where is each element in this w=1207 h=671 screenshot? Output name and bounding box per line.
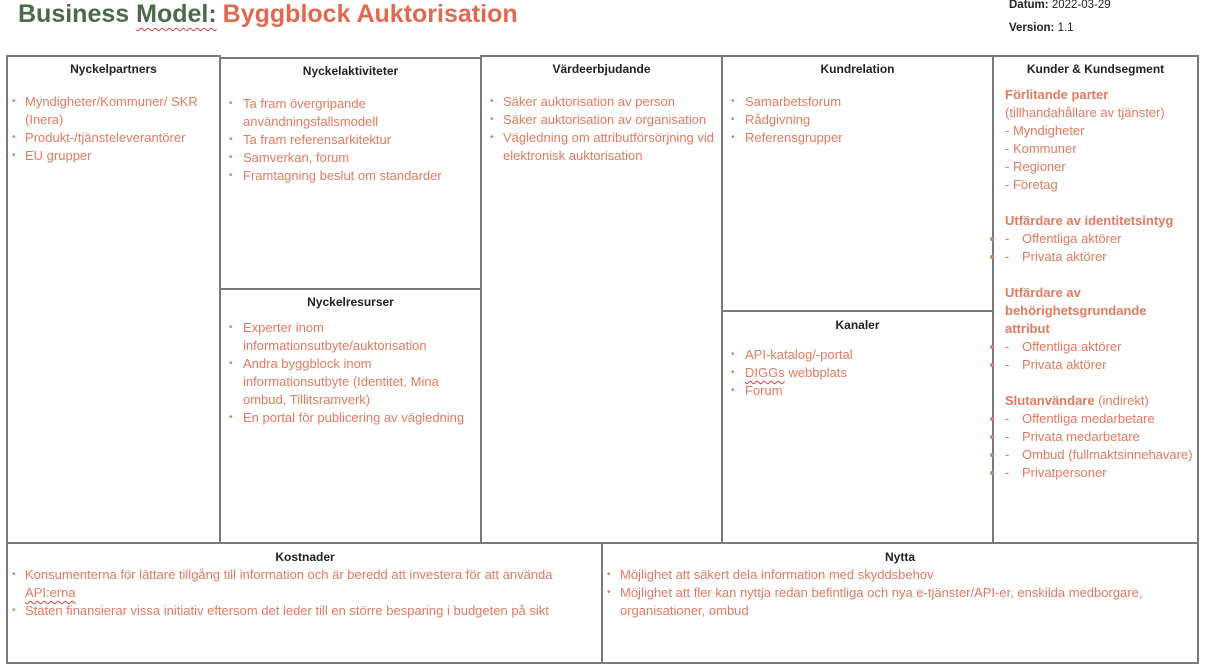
list-item	[8, 566, 598, 602]
list-item: • Vägledning om attributförsörjning vid elektronisk auktorisation	[486, 129, 717, 165]
resources-list	[221, 319, 480, 427]
costs-list	[8, 566, 602, 620]
list-item: • Framtagning beslut om standarder	[221, 167, 476, 185]
value-box	[480, 55, 723, 544]
list-item: • Samverkan, forum	[221, 149, 476, 167]
list-item: - • Offentliga medarbetare	[1005, 410, 1193, 428]
list-item: - • Offentliga aktörer	[1005, 338, 1193, 356]
channels-box	[721, 310, 994, 544]
benefit-title: Nytta	[884, 550, 915, 564]
benefit-list	[603, 566, 1197, 620]
list-item: - Företag	[1005, 176, 1193, 194]
segment-heading: Utfärdare av identitetsintyg	[1005, 213, 1174, 228]
value-title: Värdeerbjudande	[552, 62, 651, 76]
channels-title: Kanaler	[835, 318, 880, 332]
segment-subheading: (indirekt)	[1098, 393, 1149, 408]
partners-list	[8, 93, 219, 165]
resources-title: Nyckelresurser	[307, 295, 394, 309]
diggs-word: DIGGs	[745, 365, 785, 380]
list-item: • Säker auktorisation av organisation	[486, 111, 717, 129]
segment-group-id-issuers	[1005, 212, 1193, 266]
list-item: • EU grupper	[8, 147, 215, 165]
resources-box	[219, 288, 482, 544]
relations-title: Kundrelation	[820, 62, 895, 76]
date-line	[1009, 0, 1111, 11]
list-item: - • Ombud (fullmaktsinnehavare)	[1005, 446, 1193, 464]
list-item: • En portal för publicering av vägledning	[221, 409, 476, 427]
channels-list	[723, 346, 992, 400]
costs-box	[6, 542, 604, 664]
title-model: Model:	[136, 0, 217, 28]
list-item: • API-katalog/-portal	[723, 346, 988, 364]
list-item: • Ta fram referensarkitektur	[221, 131, 476, 149]
partners-box	[6, 55, 221, 544]
list-item: • Rådgivning	[723, 111, 988, 129]
list-item: - • Privata aktörer	[1005, 356, 1193, 374]
segment-group-attribute-issuers	[1005, 284, 1193, 374]
list-item: • Säker auktorisation av person	[486, 93, 717, 111]
segments-content	[994, 76, 1197, 482]
list-item: • Forum	[723, 382, 988, 400]
list-item: • Referensgrupper	[723, 129, 988, 147]
list-item: • Samarbetsforum	[723, 93, 988, 111]
list-item: • Ta fram övergripande användningsfallsmodell	[221, 95, 476, 131]
partners-title: Nyckelpartners	[70, 62, 157, 76]
list-item: • Myndigheter/Kommuner/ SKR (Inera)	[8, 93, 215, 129]
version-line	[1009, 22, 1074, 34]
segments-box	[992, 55, 1199, 544]
date-value: 2022-03-29	[1051, 0, 1111, 11]
activities-list	[221, 95, 480, 185]
value-list	[482, 93, 721, 165]
list-item: - • Privata aktörer	[1005, 248, 1193, 266]
list-item: - • Offentliga aktörer	[1005, 230, 1193, 248]
page-title	[18, 0, 518, 29]
cost-item-1-api: API:erna	[25, 585, 76, 600]
cost-item-1-text: Konsumenterna för lättare tillgång till information och är beredd att investera för att använda	[25, 567, 553, 582]
activities-title: Nyckelaktiviteter	[302, 64, 399, 78]
list-item: • Möjlighet att säkert dela information med skyddsbehov	[603, 566, 1193, 584]
relations-box	[721, 55, 994, 312]
list-item	[723, 364, 988, 382]
list-item: • Andra byggblock inom informationsutbyte (Identitet, Mina ombud, Tillitsramverk)	[221, 355, 476, 409]
list-item: • Möjlighet att fler kan nyttja redan befintliga och nya e-tjänster/API-er, enskilda medborgare, organisationer, ombud	[603, 584, 1193, 620]
list-item: - • Privatpersoner	[1005, 464, 1193, 482]
list-item: - Myndigheter	[1005, 122, 1193, 140]
list-item: - Regioner	[1005, 158, 1193, 176]
list-item: - Kommuner	[1005, 140, 1193, 158]
list-item: - • Privata medarbetare	[1005, 428, 1193, 446]
version-value: 1.1	[1057, 22, 1074, 34]
relations-list	[723, 93, 992, 147]
segment-subheading: (tillhandahållare av tjänster)	[1005, 105, 1165, 120]
list-item: • Produkt-/tjänsteleverantörer	[8, 129, 215, 147]
benefit-box	[601, 542, 1199, 664]
title-name: Byggblock Auktorisation	[222, 0, 518, 28]
segment-heading: Utfärdare av behörighetsgrundande attribut	[1005, 285, 1147, 336]
list-item: • Experter inom informationsutbyte/auktorisation	[221, 319, 476, 355]
list-item: • Staten finansierar vissa initiativ eftersom det leder till en större besparing i budgeten på sikt	[8, 602, 598, 620]
version-label: Version:	[1009, 22, 1055, 34]
activities-box	[219, 57, 482, 290]
channel-webbplats: webbplats	[788, 365, 847, 380]
segment-group-end-users	[1005, 392, 1193, 482]
costs-title: Kostnader	[275, 550, 335, 564]
date-label: Datum:	[1009, 0, 1049, 11]
segment-group-relying-parties	[1005, 86, 1193, 194]
segment-heading: Förlitande parter	[1005, 87, 1109, 102]
segments-title: Kunder & Kundsegment	[1026, 62, 1165, 76]
title-prefix: Business	[18, 0, 130, 28]
segment-heading: Slutanvändare	[1005, 393, 1095, 408]
